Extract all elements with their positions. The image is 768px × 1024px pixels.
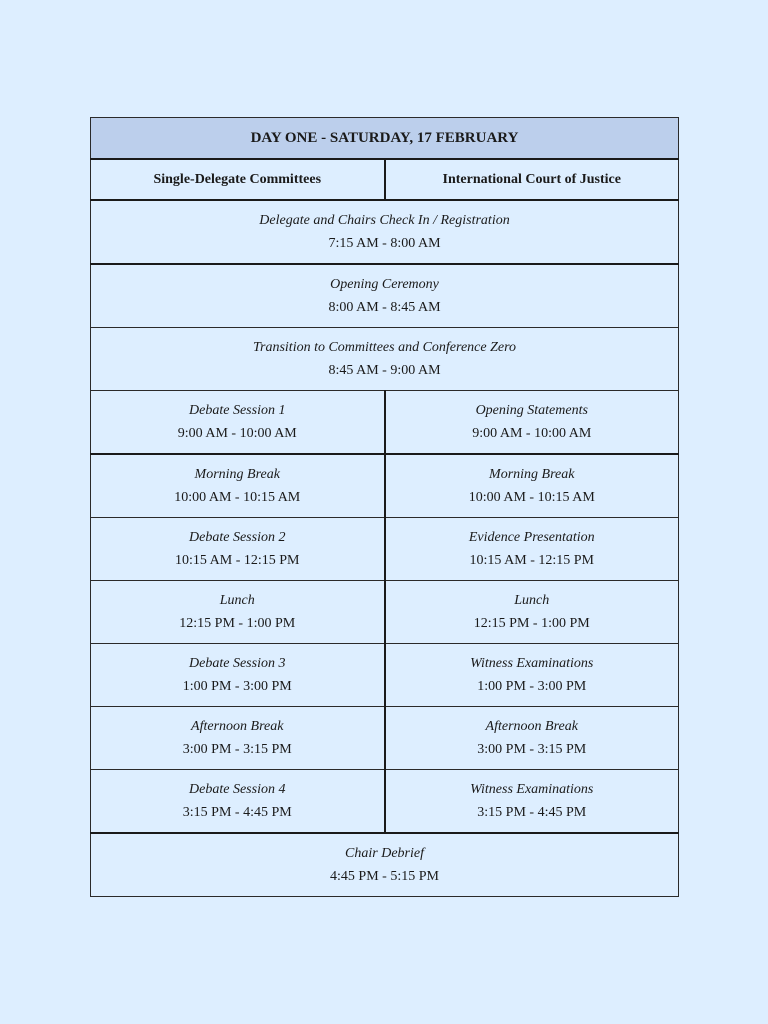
schedule-title: DAY ONE - SATURDAY, 17 FEBRUARY [91,118,679,160]
schedule-row [91,581,679,644]
schedule-row [91,644,679,707]
session-name: Delegate and Chairs Check In / Registration [259,212,510,228]
session-name: Debate Session 3 [189,655,286,671]
column-header-single-delegate: Single-Delegate Committees [91,159,385,200]
session-time: 3:15 PM - 4:45 PM [477,804,587,820]
schedule-cell-right [385,770,679,834]
session-name: Afternoon Break [191,718,284,734]
schedule-cell [91,200,679,264]
session-name: Afternoon Break [485,718,578,734]
schedule-cell [91,264,679,328]
session-time: 7:15 AM - 8:00 AM [328,235,441,251]
title-row [91,118,679,160]
schedule-row [91,264,679,328]
schedule-row [91,454,679,518]
session-time: 1:00 PM - 3:00 PM [477,678,587,694]
schedule-cell-right [385,518,679,581]
session-name: Debate Session 2 [189,529,286,545]
session-time: 3:00 PM - 3:15 PM [477,741,587,757]
session-time: 9:00 AM - 10:00 AM [177,425,297,441]
session-name: Debate Session 4 [189,781,286,797]
session-name: Lunch [514,592,550,608]
session-time: 3:00 PM - 3:15 PM [182,741,292,757]
session-name: Lunch [219,592,255,608]
schedule-cell-right [385,581,679,644]
session-name: Evidence Presentation [468,529,595,545]
schedule-cell-left [91,770,385,834]
schedule-table [90,117,679,897]
schedule-cell-left [91,644,385,707]
column-header-icj: International Court of Justice [385,159,679,200]
schedule-cell-right [385,454,679,518]
session-name: Transition to Committees and Conference Zero [253,339,517,355]
session-name: Chair Debrief [345,845,424,861]
session-time: 8:45 AM - 9:00 AM [328,362,441,378]
schedule-row [91,707,679,770]
session-time: 1:00 PM - 3:00 PM [182,678,292,694]
session-time: 10:00 AM - 10:15 AM [174,489,301,505]
schedule-row [91,200,679,264]
schedule-cell-right [385,391,679,455]
session-name: Debate Session 1 [189,402,286,418]
session-time: 10:00 AM - 10:15 AM [468,489,595,505]
session-time: 10:15 AM - 12:15 PM [175,552,300,568]
schedule-cell-left [91,391,385,455]
schedule-row [91,833,679,897]
schedule-cell-right [385,644,679,707]
schedule-cell [91,833,679,897]
session-time: 9:00 AM - 10:00 AM [472,425,592,441]
session-time: 10:15 AM - 12:15 PM [469,552,594,568]
session-time: 12:15 PM - 1:00 PM [179,615,296,631]
session-name: Opening Ceremony [330,276,439,292]
schedule-row [91,328,679,391]
session-time: 4:45 PM - 5:15 PM [330,868,439,884]
column-header-row [91,159,679,200]
schedule-cell-left [91,454,385,518]
session-time: 3:15 PM - 4:45 PM [182,804,292,820]
session-name: Morning Break [194,466,280,482]
schedule-cell-left [91,707,385,770]
session-time: 12:15 PM - 1:00 PM [473,615,590,631]
session-name: Opening Statements [475,402,588,418]
schedule-row [91,518,679,581]
session-time: 8:00 AM - 8:45 AM [328,299,441,315]
session-name: Witness Examinations [470,781,594,797]
session-name: Witness Examinations [470,655,594,671]
session-name: Morning Break [489,466,575,482]
schedule-cell-left [91,581,385,644]
schedule-cell [91,328,679,391]
schedule-cell-right [385,707,679,770]
schedule-row [91,391,679,455]
schedule-row [91,770,679,834]
schedule-cell-left [91,518,385,581]
